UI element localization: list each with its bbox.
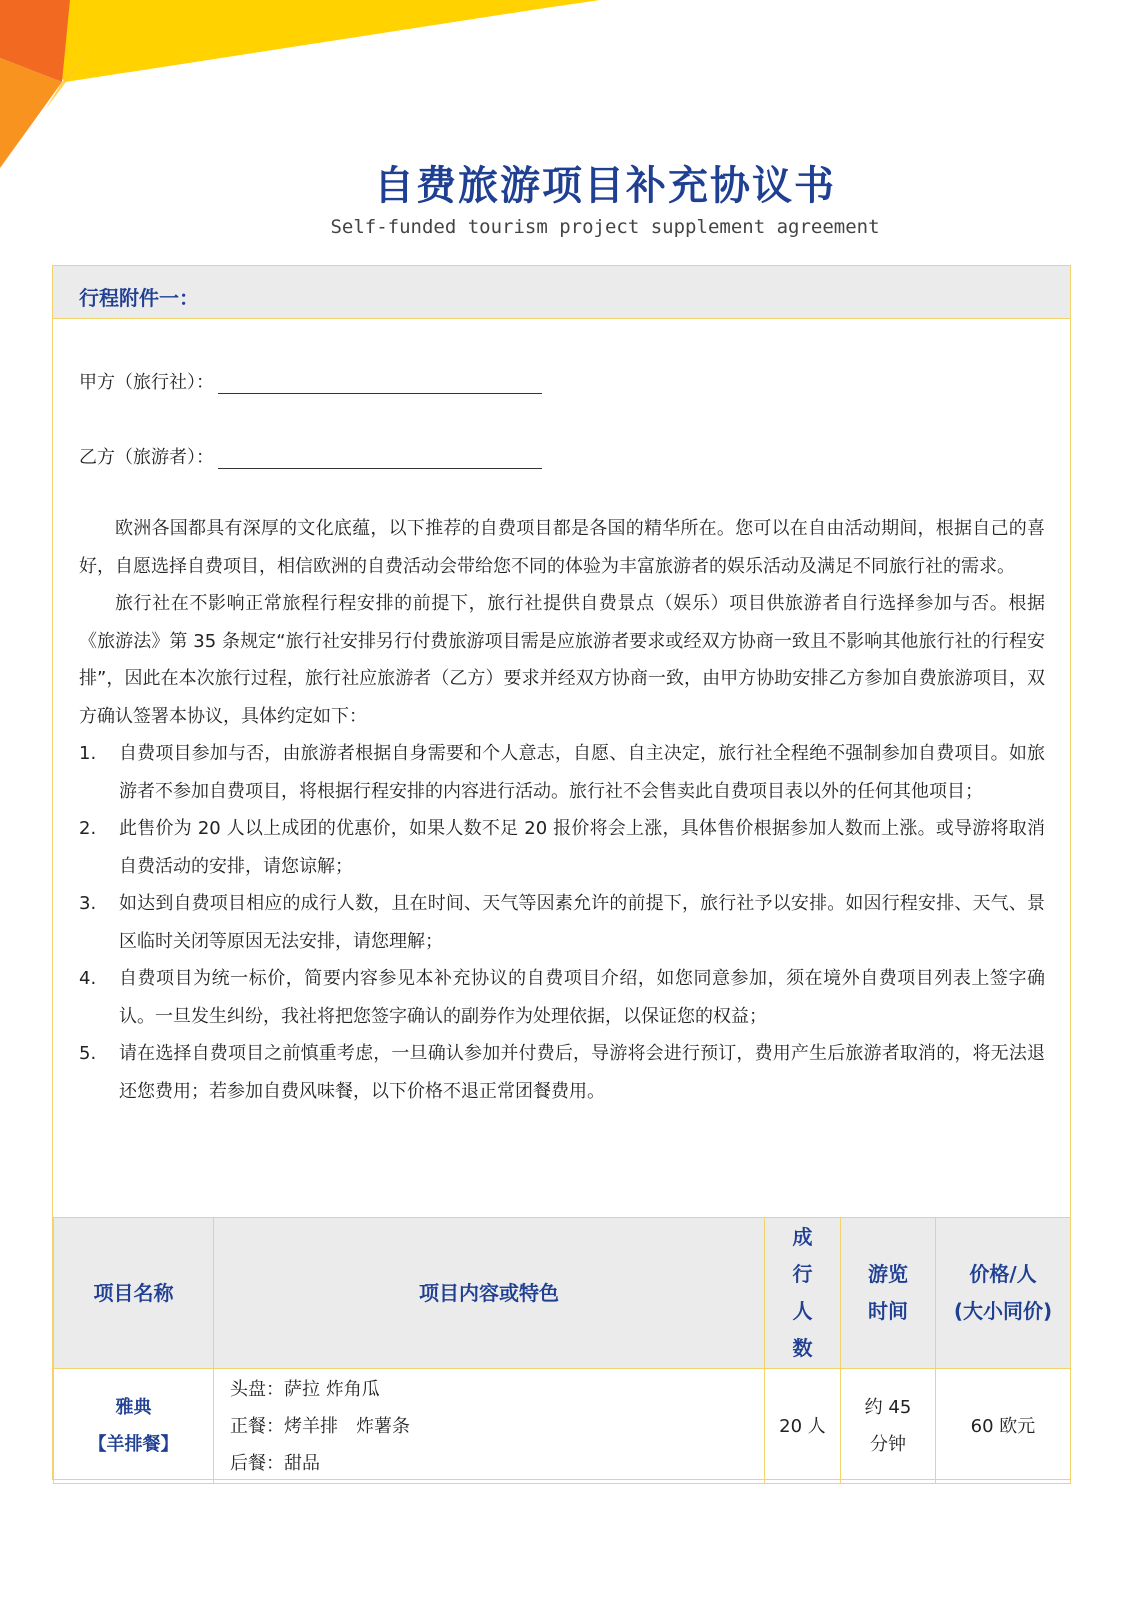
agreement-frame: [52, 265, 1071, 1480]
section-title: 行程附件一：: [79, 286, 199, 310]
agreement-body: [79, 510, 1045, 1110]
legal-paragraph: 旅行社在不影响正常旅程行程安排的前提下，旅行社提供自费景点（娱乐）项目供旅游者自行选择参加与否。根据《旅游法》第 35 条规定“旅行社安排另行付费旅游项目需是应旅游者要求或经双方协商一致且不影响其他旅行社的行程安排”，因此在本次旅行过程，旅行社应旅游者（乙方）要求并经双方协商一致，由甲方协助安排乙方参加自费旅游项目，双方确认签署本协议，具体约定如下：: [79, 593, 1045, 727]
section-header: [53, 266, 1070, 319]
party-b-row: [79, 443, 542, 469]
party-a-label: 甲方（旅行社）：: [79, 372, 214, 393]
term-item: [79, 885, 1045, 960]
party-a-signature-line: [218, 373, 542, 394]
terms-list: [79, 735, 1045, 1110]
term-text: 自费项目为统一标价，简要内容参见本补充协议的自费项目介绍，如您同意参加，须在境外自费项目列表上签字确认。一旦发生纠纷，我社将把您签字确认的副券作为处理依据，以保证您的权益；: [119, 968, 1045, 1027]
item-name: 雅典 【羊排餐】: [54, 1369, 214, 1484]
term-item: [79, 960, 1045, 1035]
document-title: 自费旅游项目补充协议书: [374, 163, 836, 209]
item-duration: 约 45 分钟: [841, 1369, 936, 1484]
table-row: [54, 1369, 1071, 1484]
party-a-row: [79, 368, 542, 394]
term-item: [79, 1035, 1045, 1110]
term-text: 如达到自费项目相应的成行人数，且在时间、天气等因素允许的前提下，旅行社予以安排。如因行程安排、天气、景区临时关闭等原因无法安排，请您理解；: [119, 893, 1045, 952]
item-price: 60 欧元: [936, 1369, 1071, 1484]
term-item: [79, 735, 1045, 810]
party-b-signature-line: [218, 448, 542, 469]
intro-paragraph: 欧洲各国都具有深厚的文化底蕴，以下推荐的自费项目都是各国的精华所在。您可以在自由活动期间，根据自己的喜好，自愿选择自费项目，相信欧洲的自费活动会带给您不同的体验为丰富旅游者的娱乐活动及满足不同旅行社的需求。: [79, 518, 1045, 577]
header-content: 项目内容或特色: [214, 1218, 765, 1369]
document-subtitle: Self-funded tourism project supplement agreement: [330, 216, 880, 238]
item-min-people: 20 人: [765, 1369, 841, 1484]
term-number: 1.: [79, 743, 97, 764]
term-text: 此售价为 20 人以上成团的优惠价，如果人数不足 20 报价将会上涨，具体售价根据参加人数而上涨。或导游将取消自费活动的安排，请您谅解；: [119, 818, 1045, 877]
term-number: 3.: [79, 893, 97, 914]
term-text: 自费项目参加与否，由旅游者根据自身需要和个人意志，自愿、自主决定，旅行社全程绝不强制参加自费项目。如旅游者不参加自费项目，将根据行程安排的内容进行活动。旅行社不会售卖此自费项目表以外的任何其他项目；: [119, 743, 1045, 802]
table-header-row: [54, 1218, 1071, 1369]
term-number: 5.: [79, 1043, 97, 1064]
term-number: 4.: [79, 968, 97, 989]
term-text: 请在选择自费项目之前慎重考虑，一旦确认参加并付费后，导游将会进行预订，费用产生后旅游者取消的，将无法退还您费用；若参加自费风味餐，以下价格不退正常团餐费用。: [119, 1043, 1045, 1102]
header-name: 项目名称: [54, 1218, 214, 1369]
term-item: [79, 810, 1045, 885]
item-content: 头盘：萨拉 炸角瓜 正餐：烤羊排 炸薯条 后餐：甜品: [214, 1369, 765, 1484]
party-b-label: 乙方（旅游者）：: [79, 447, 214, 468]
self-funded-items-table: [53, 1217, 1071, 1484]
term-number: 2.: [79, 818, 97, 839]
header-price: 价格/人 (大小同价): [936, 1218, 1071, 1369]
header-duration: 游览 时间: [841, 1218, 936, 1369]
header-min-people: 成 行 人 数: [765, 1218, 841, 1369]
